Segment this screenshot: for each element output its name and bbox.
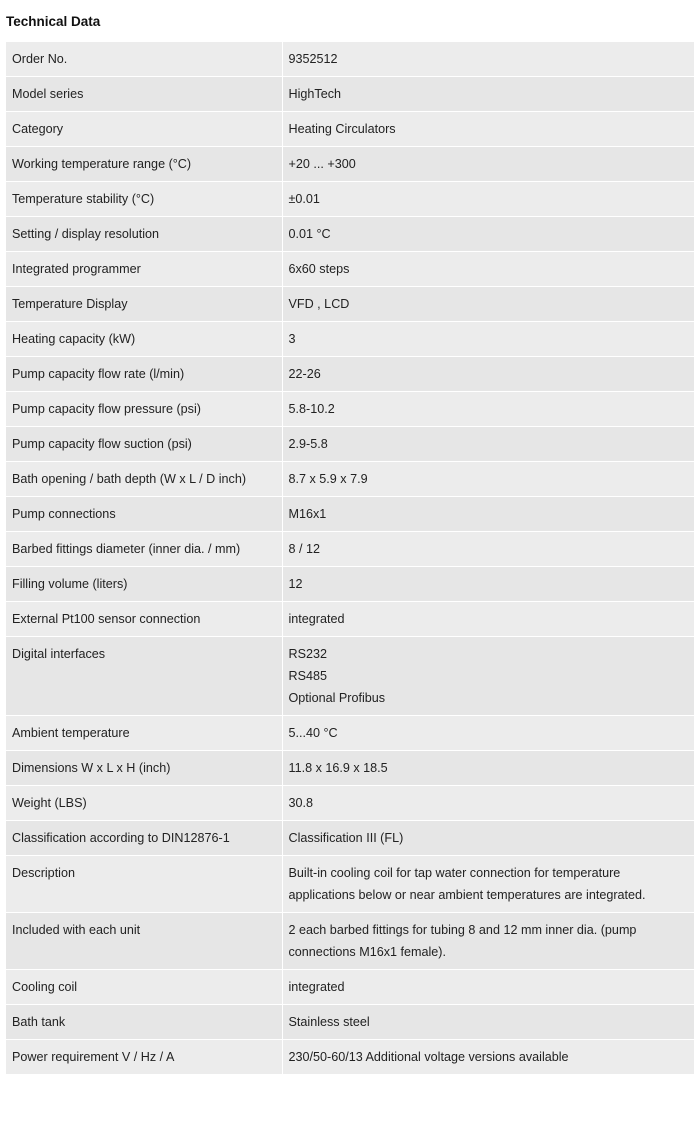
table-row — [6, 182, 694, 217]
table-row — [6, 42, 694, 77]
spec-label: Order No. — [6, 42, 282, 77]
spec-value-line: 3 — [288, 332, 296, 346]
spec-value — [282, 77, 694, 112]
spec-label: Heating capacity (kW) — [6, 322, 282, 357]
spec-value-line: 2 each barbed fittings for tubing 8 and 12 mm inner dia. (pump connections M16x1 female). — [288, 923, 637, 959]
table-row — [6, 462, 694, 497]
spec-value — [282, 716, 694, 751]
spec-label: Bath tank — [6, 1005, 282, 1040]
spec-value-line: Heating Circulators — [288, 122, 396, 136]
table-row — [6, 392, 694, 427]
spec-label: External Pt100 sensor connection — [6, 602, 282, 637]
spec-label: Pump connections — [6, 497, 282, 532]
spec-label: Temperature stability (°C) — [6, 182, 282, 217]
table-row — [6, 1005, 694, 1040]
table-row — [6, 147, 694, 182]
table-row — [6, 252, 694, 287]
spec-value — [282, 462, 694, 497]
spec-value-line: RS232 — [288, 647, 328, 661]
table-row — [6, 357, 694, 392]
table-row — [6, 821, 694, 856]
spec-value — [282, 112, 694, 147]
spec-value-line: 8 / 12 — [288, 542, 321, 556]
spec-label: Pump capacity flow pressure (psi) — [6, 392, 282, 427]
spec-value-line: Optional Profibus — [288, 691, 386, 705]
spec-value — [282, 217, 694, 252]
spec-label: Dimensions W x L x H (inch) — [6, 751, 282, 786]
table-row — [6, 786, 694, 821]
spec-value — [282, 567, 694, 602]
spec-value-line: 30.8 — [288, 796, 314, 810]
spec-value — [282, 287, 694, 322]
spec-value-line: 11.8 x 16.9 x 18.5 — [288, 761, 388, 775]
spec-label: Classification according to DIN12876-1 — [6, 821, 282, 856]
spec-label: Bath opening / bath depth (W x L / D inch) — [6, 462, 282, 497]
spec-label: Category — [6, 112, 282, 147]
spec-label: Description — [6, 856, 282, 913]
spec-value-line: 0.01 °C — [288, 227, 331, 241]
spec-label: Temperature Display — [6, 287, 282, 322]
spec-value-line: +20 ... +300 — [288, 157, 356, 171]
spec-label: Weight (LBS) — [6, 786, 282, 821]
spec-value-line: 230/50-60/13 Additional voltage versions available — [288, 1050, 569, 1064]
spec-value — [282, 751, 694, 786]
spec-value — [282, 1040, 694, 1075]
spec-label: Power requirement V / Hz / A — [6, 1040, 282, 1075]
table-row — [6, 497, 694, 532]
spec-value-line: M16x1 — [288, 507, 327, 521]
table-row — [6, 970, 694, 1005]
spec-value-line: integrated — [288, 612, 345, 626]
spec-value — [282, 392, 694, 427]
spec-value-line: integrated — [288, 980, 345, 994]
spec-label: Digital interfaces — [6, 637, 282, 716]
spec-value-line: VFD , LCD — [288, 297, 350, 311]
spec-value — [282, 42, 694, 77]
table-row — [6, 602, 694, 637]
table-row — [6, 856, 694, 913]
spec-value — [282, 1005, 694, 1040]
technical-data-table — [6, 42, 694, 1075]
spec-value — [282, 322, 694, 357]
spec-value — [282, 532, 694, 567]
spec-label: Ambient temperature — [6, 716, 282, 751]
spec-value — [282, 821, 694, 856]
spec-value-line: 22-26 — [288, 367, 321, 381]
spec-value-line: 5.8-10.2 — [288, 402, 335, 416]
spec-value-line: ±0.01 — [288, 192, 320, 206]
spec-label: Model series — [6, 77, 282, 112]
table-row — [6, 637, 694, 716]
table-row — [6, 112, 694, 147]
spec-value-line: HighTech — [288, 87, 342, 101]
table-row — [6, 716, 694, 751]
table-row — [6, 287, 694, 322]
spec-value — [282, 856, 694, 913]
spec-label: Cooling coil — [6, 970, 282, 1005]
spec-label: Integrated programmer — [6, 252, 282, 287]
spec-value-line: 9352512 — [288, 52, 338, 66]
spec-value — [282, 357, 694, 392]
table-row — [6, 913, 694, 970]
spec-label: Barbed fittings diameter (inner dia. / mm) — [6, 532, 282, 567]
spec-value — [282, 602, 694, 637]
spec-value — [282, 427, 694, 462]
table-row — [6, 77, 694, 112]
spec-label: Pump capacity flow suction (psi) — [6, 427, 282, 462]
spec-value — [282, 970, 694, 1005]
spec-value-line: RS485 — [288, 669, 328, 683]
spec-value — [282, 786, 694, 821]
table-row — [6, 427, 694, 462]
spec-value-line: 2.9-5.8 — [288, 437, 328, 451]
spec-label: Pump capacity flow rate (l/min) — [6, 357, 282, 392]
spec-value-line: 8.7 x 5.9 x 7.9 — [288, 472, 368, 486]
spec-value — [282, 637, 694, 716]
table-row — [6, 751, 694, 786]
spec-value-line: 12 — [288, 577, 303, 591]
table-row — [6, 322, 694, 357]
spec-label: Included with each unit — [6, 913, 282, 970]
table-row — [6, 532, 694, 567]
spec-value — [282, 497, 694, 532]
spec-value — [282, 913, 694, 970]
spec-label: Working temperature range (°C) — [6, 147, 282, 182]
table-row — [6, 217, 694, 252]
spec-value — [282, 182, 694, 217]
table-row — [6, 567, 694, 602]
spec-value-line: Stainless steel — [288, 1015, 370, 1029]
section-title: Technical Data — [6, 14, 101, 29]
spec-value-line: 5...40 °C — [288, 726, 338, 740]
spec-value-line: Built-in cooling coil for tap water connection for temperature applications below or near ambient temperatures are integrated. — [288, 866, 646, 902]
spec-value-line: Classification III (FL) — [288, 831, 404, 845]
spec-value — [282, 147, 694, 182]
spec-value — [282, 252, 694, 287]
spec-label: Setting / display resolution — [6, 217, 282, 252]
spec-value-line: 6x60 steps — [288, 262, 350, 276]
table-row — [6, 1040, 694, 1075]
spec-label: Filling volume (liters) — [6, 567, 282, 602]
